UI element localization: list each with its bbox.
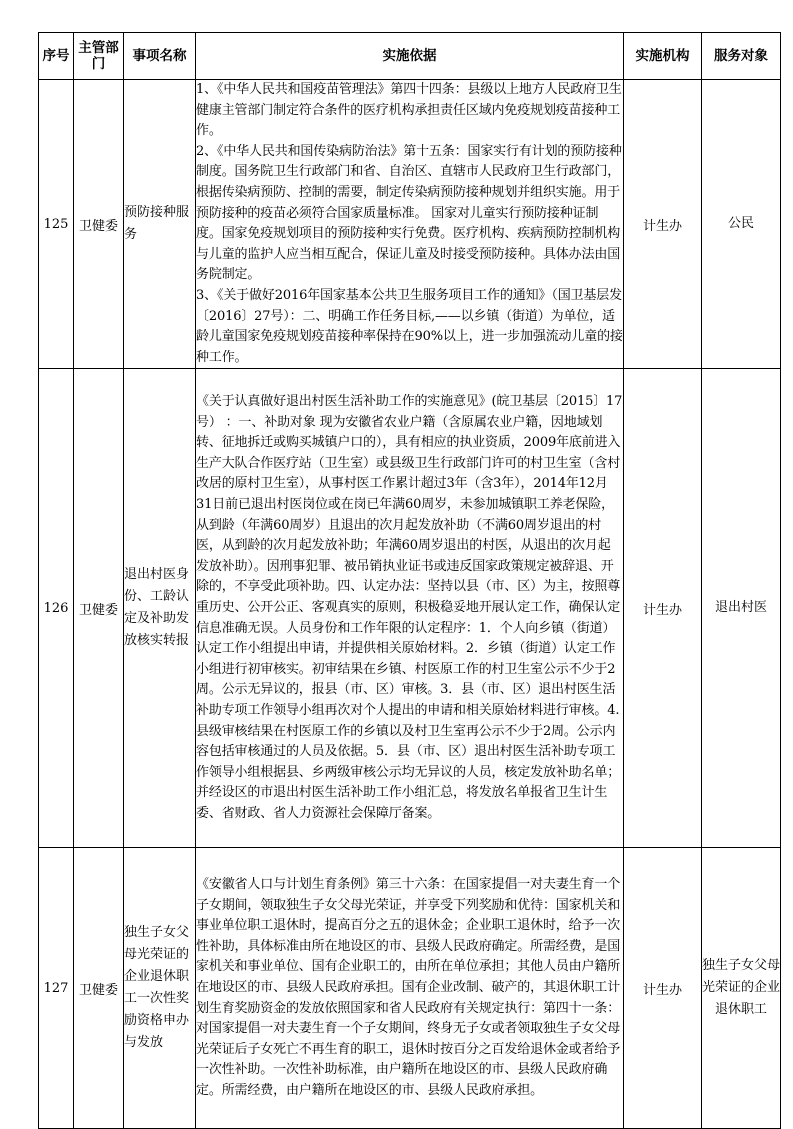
- basis-paragraph: 3、《关于做好2016年国家基本公共卫生服务项目工作的通知》（国卫基层发〔2016〕27号）：二、明确工作任务目标,——以乡镇（街道）为单位，适龄儿童国家免疫规划疫苗接种率保持在90%以上，进一步加强流动儿童的接种工作。: [196, 287, 623, 365]
- row-basis: [196, 80, 624, 369]
- row-dept: 卫健委: [74, 369, 124, 848]
- table-header-row: [39, 33, 781, 80]
- table-row: [39, 848, 781, 1129]
- header-item: 事项名称: [124, 33, 196, 80]
- basis-paragraph: 2、《中华人民共和国传染病防治法》第十五条：国家实行有计划的预防接种制度。国务院卫生行政部门和省、自治区、直辖市人民政府卫生行政部门，根据传染病预防、控制的需要，制定传染病预防接种规划并组织实施。用于预防接种的疫苗必须符合国家质量标准。 国家对儿童实行预防接种证制度。国家免疫规划项目的预防接种实行免费。医疗机构、疾病预防控制机构与儿童的监护人应当相互配合，保证儿童及时接受预防接种。具体办法由国务院制定。: [196, 143, 622, 283]
- header-seq: 序号: [39, 33, 74, 80]
- header-dept: 主管部门: [74, 33, 124, 80]
- row-target: 独生子女父母光荣证的企业退休职工: [702, 848, 781, 1129]
- row-agency: 计生办: [624, 80, 702, 369]
- row-dept: 卫健委: [74, 80, 124, 369]
- row-target: 退出村医: [702, 369, 781, 848]
- row-seq: 125: [39, 80, 74, 369]
- basis-paragraph: 《安徽省人口与计划生育条例》第三十六条：在国家提倡一对夫妻生育一个子女期间，领取独生子女父母光荣证，并享受下列奖励和优待：国家机关和事业单位职工退休时，提高百分之五的退休金；企业职工退休时，给予一次性补助，具体标准由所在地设区的市、县级人民政府确定。所需经费，是国家机关和事业单位、国有企业职工的，由所在单位承担；其他人员由户籍所在地设区的市、县级人民政府承担。国有企业改制、破产的，其退休职工计划生育奖励资金的发放依照国家和省人民政府有关规定执行：第四十一条：对国家提倡一对夫妻生育一个子女期间，终身无子女或者领取独生子女父母光荣证后子女死亡不再生育的职工，退休时按百分之百发给退休金或者给予一次性补助。一次性补助标准，由户籍所在地设区的市、县级人民政府确定。所需经费，由户籍所在地设区的市、县级人民政府承担。: [196, 877, 621, 1098]
- basis-paragraph: 1、《中华人民共和国疫苗管理法》第四十四条：县级以上地方人民政府卫生健康主管部门制定符合条件的医疗机构承担责任区域内免疫规划疫苗接种工作。: [196, 82, 622, 139]
- header-basis: 实施依据: [196, 33, 624, 80]
- basis-paragraph: 《关于认真做好退出村医生活补助工作的实施意见》(皖卫基层〔2015〕17号） ：一、补助对象 现为安徽省农业户籍（含原属农业户籍，因地域划转、征地拆迁或购买城镇户口的），具有相应的执业资质，2009年底前进入生产大队合作医疗站（卫生室）或县级卫生行政部门许可的村卫生室（含村改居的原村卫生室），从事村医工作累计超过3年（含3年），2014年12月31日前已退出村医岗位或在岗已年满60周岁，未参加城镇职工养老保险，从到龄（年满60周岁）且退出的次月起发放补助（不满60周岁退出的村医，从到龄的次月起发放补助；年满60周岁退出的村医，从退出的次月起发放补助）。因刑事犯罪、被吊销执业证书或违反国家政策规定被辞退、开除的，不享受此项补助。四、认定办法：坚持以县（市、区）为主，按照尊重历史、公开公正、客观真实的原则，积极稳妥地开展认定工作，确保认定信息准确无误。人员身份和工作年限的认定程序：1．个人向乡镇（街道）认定工作小组提出申请，并提供相关原始材料。2．乡镇（街道）认定工作小组进行初审核实。初审结果在乡镇、村医原工作的村卫生室公示不少于2周。公示无异议的，报县（市、区）审核。3．县（市、区）退出村医生活补助专项工作领导小组再次对个人提出的申请和相关原始材料进行审核。4.县级审核结果在村医原工作的乡镇以及村卫生室再公示不少于2周。公示内容包括审核通过的人员及依据。5．县（市、区）退出村医生活补助专项工作领导小组根据县、乡两级审核公示均无异议的人员，核定发放补助名单；并经设区的市退出村医生活补助工作小组汇总，将发放名单报省卫生计生委、省财政、省人力资源社会保障厅备案。: [196, 394, 623, 821]
- row-seq: 127: [39, 848, 74, 1129]
- row-item: 退出村医身份、工龄认定及补助发放核实转报: [124, 369, 196, 848]
- row-item: 预防接种服务: [124, 80, 196, 369]
- row-basis: [196, 848, 624, 1129]
- row-item: 独生子女父母光荣证的企业退休职工一次性奖励资格申办与发放: [124, 848, 196, 1129]
- services-table: [38, 32, 781, 1129]
- row-seq: 126: [39, 369, 74, 848]
- row-basis: [196, 369, 624, 848]
- row-target: 公民: [702, 80, 781, 369]
- row-agency: 计生办: [624, 848, 702, 1129]
- row-agency: 计生办: [624, 369, 702, 848]
- table-row: [39, 369, 781, 848]
- row-dept: 卫健委: [74, 848, 124, 1129]
- table-row: [39, 80, 781, 369]
- header-target: 服务对象: [702, 33, 781, 80]
- header-agency: 实施机构: [624, 33, 702, 80]
